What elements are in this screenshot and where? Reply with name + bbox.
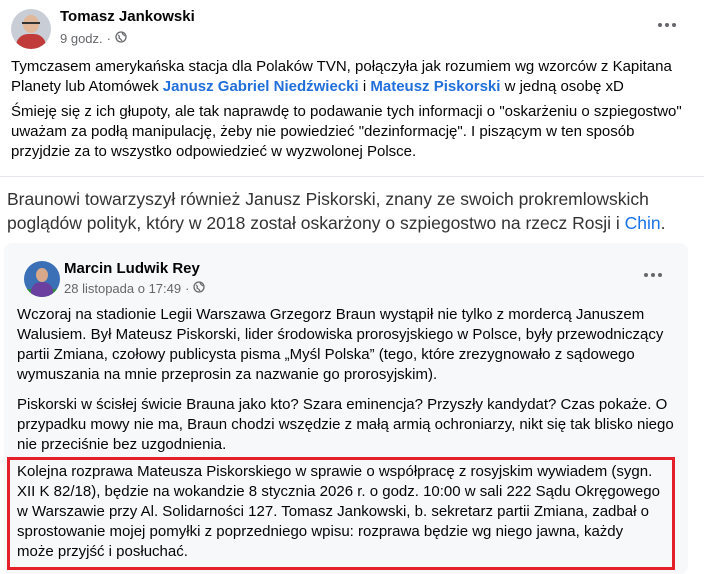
highlight-box (7, 457, 675, 570)
shared-paragraph-1: Wczoraj na stadionie Legii Warszawa Grzegorz Braun wystąpił nie tylko z mordercą Januszem Walusiem. Był Mateusz Piskorski, lider środowiska prorosyjskiego w Polsce, były przewodniczący partii Zmiana, czołowy publicysta pisma „Myśl Polska” (tego, które zrezygnowało z sądowego wymuszania na mnie przeprosin za nazwanie go prorosyjskim). (17, 306, 664, 383)
article-body: Braunowi towarzyszył również Janusz Piskorski, znany ze swoich prokremlowskich poglądów polityk, który w 2018 został oskarżony o szpiegostwo na rzecz Rosji i (7, 189, 649, 233)
post-text: i (358, 78, 371, 95)
author-name[interactable]: Tomasz Jankowski (60, 8, 195, 25)
avatar[interactable] (11, 9, 51, 49)
post-text-paragraph-1 (11, 57, 691, 97)
shared-paragraph-2: Piskorski w ścisłej świcie Brauna jako kto? Szara eminencja? Przyszły kandydat? Czas pokaże. O przypadku mowy nie ma, Braun chodzi wszędzie z małą armią ochroniarzy, nikt się tak blisko niego nie przeciśnie bez uzgodnienia. (17, 396, 674, 453)
post-time[interactable]: 9 godz. (60, 31, 103, 46)
post-text: w jedną osobę xD (500, 78, 624, 95)
article-text (7, 187, 701, 235)
mention-link[interactable]: Mateusz Piskorski (370, 78, 501, 95)
post-meta (60, 31, 127, 46)
shared-post-time[interactable]: 28 listopada o 17:49 (64, 281, 182, 296)
shared-post-meta (64, 281, 205, 296)
article-end: . (660, 213, 666, 233)
globe-icon (115, 31, 127, 46)
avatar[interactable] (24, 261, 60, 297)
meta-separator: · (106, 31, 111, 46)
post-text: Tymczasem amerykańska stacja dla Polaków TVN, połączyła jak rozumiem wg wzorców z Kapitana Planety lub Atomówek (11, 58, 672, 95)
globe-icon (193, 281, 205, 296)
post-text-paragraph-2: Śmieję się z ich głupoty, ale tak naprawdę to podawanie tych informacji o "oskarżeniu o szpiegostwo" uważam za podłą manipulację, żeby nie powiedzieć "dezinformację". I piszącym w ten sposób przyjdzie za to wszystko odpowiedzieć w wyzwolonej Polsce. (11, 103, 682, 160)
mention-link[interactable]: Janusz Gabriel Niedźwiecki (162, 78, 359, 95)
more-options-icon[interactable] (656, 22, 678, 28)
article-link[interactable]: Chin (624, 213, 661, 233)
shared-paragraph-3: Kolejna rozprawa Mateusza Piskorskiego w sprawie o współpracę z rosyjskim wywiadem (sygn. XII K 82/18), będzie na wokandzie 8 stycznia 2026 r. o godz. 10:00 w sali 222 Sądu Okręgowego w Warszawie przy Al. Solidarności 127. Tomasz Jankowski, b. sekretarz partii Zmiana, zadbał o sprostowanie mojej pomyłki z poprzedniego wpisu: rozprawa będzie wg niego jawna, każdy może przyjść i posłuchać. (17, 463, 660, 560)
shared-author-name[interactable]: Marcin Ludwik Rey (64, 260, 200, 277)
more-options-icon[interactable] (642, 272, 664, 278)
meta-separator: · (185, 281, 190, 296)
